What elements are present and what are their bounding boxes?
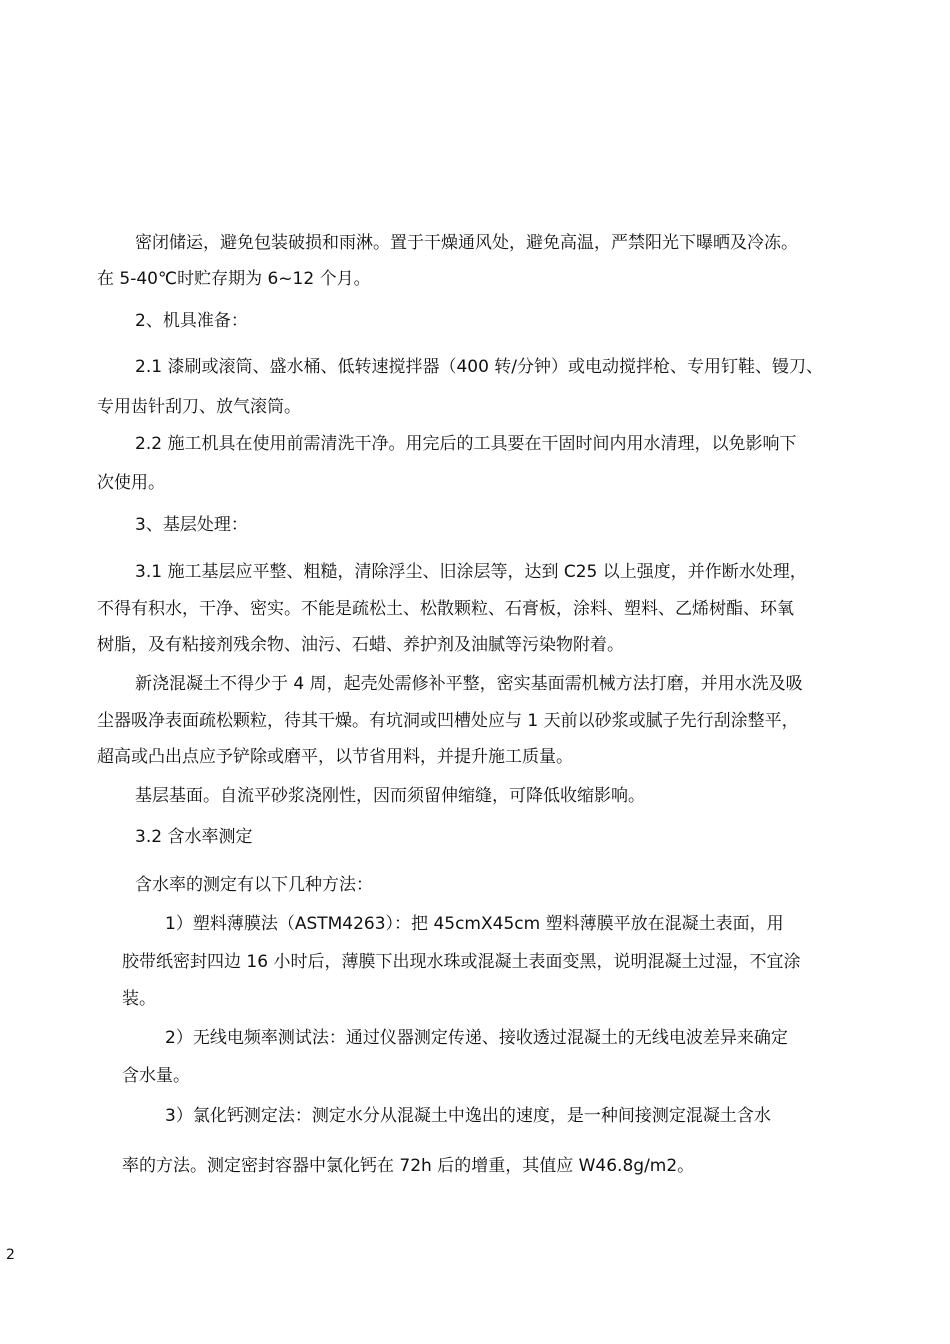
paragraph-line: 3.1 施工基层应平整、粗糙，清除浮尘、旧涂层等，达到 C25 以上强度，并作断水处理， xyxy=(135,562,807,582)
paragraph-line: 含水量。 xyxy=(122,1066,190,1086)
section-heading: 2、机具准备： xyxy=(135,311,248,331)
paragraph-line: 2.1 漆刷或滚筒、盛水桶、低转速搅拌器（400 转/分钟）或电动搅拌枪、专用钉鞋、镘刀、 xyxy=(135,357,824,377)
paragraph-line: 2）无线电频率测试法：通过仪器测定传递、接收透过混凝土的无线电波差异来确定 xyxy=(165,1028,788,1048)
paragraph-line: 次使用。 xyxy=(97,473,165,493)
paragraph-line: 装。 xyxy=(122,989,156,1009)
section-heading: 3.2 含水率测定 xyxy=(135,827,253,847)
paragraph-line: 含水率的测定有以下几种方法： xyxy=(135,875,373,895)
paragraph-line: 树脂，及有粘接剂残余物、油污、石蜡、养护剂及油腻等污染物附着。 xyxy=(97,635,624,655)
paragraph-line: 密闭储运，避免包装破损和雨淋。置于干燥通风处，避免高温，严禁阳光下曝晒及冷冻。 xyxy=(135,233,798,253)
paragraph-line: 尘器吸净表面疏松颗粒，待其干燥。有坑洞或凹槽处应与 1 天前以砂浆或腻子先行刮涂整平， xyxy=(97,711,799,731)
paragraph-line: 不得有积水，干净、密实。不能是疏松土、松散颗粒、石膏板，涂料、塑料、乙烯树酯、环氧 xyxy=(97,599,794,619)
page-number: 2 xyxy=(6,1247,15,1263)
paragraph-line: 1）塑料薄膜法（ASTM4263）：把 45cmX45cm 塑料薄膜平放在混凝土表面，用 xyxy=(165,914,784,934)
paragraph-line: 3）氯化钙测定法：测定水分从混凝土中逸出的速度，是一种间接测定混凝土含水 xyxy=(165,1106,771,1126)
paragraph-line: 新浇混凝土不得少于 4 周，起壳处需修补平整，密实基面需机械方法打磨，并用水洗及吸 xyxy=(135,674,803,694)
paragraph-line: 专用齿针刮刀、放气滚筒。 xyxy=(97,397,301,417)
paragraph-line: 2.2 施工机具在使用前需清洗干净。用完后的工具要在干固时间内用水清理，以免影响下 xyxy=(135,434,797,454)
paragraph-line: 基层基面。自流平砂浆浇刚性，因而须留伸缩缝，可降低收缩影响。 xyxy=(135,786,645,806)
paragraph-line: 胶带纸密封四边 16 小时后，薄膜下出现水珠或混凝土表面变黑，说明混凝土过湿，不宜涂 xyxy=(122,952,801,972)
paragraph-line: 超高或凸出点应予铲除或磨平，以节省用料，并提升施工质量。 xyxy=(97,747,573,767)
paragraph-line: 率的方法。测定密封容器中氯化钙在 72h 后的增重，其值应 W46.8g/m2。 xyxy=(122,1156,695,1176)
section-heading: 3、基层处理： xyxy=(135,515,248,535)
paragraph-line: 在 5-40℃时贮存期为 6~12 个月。 xyxy=(97,269,371,289)
